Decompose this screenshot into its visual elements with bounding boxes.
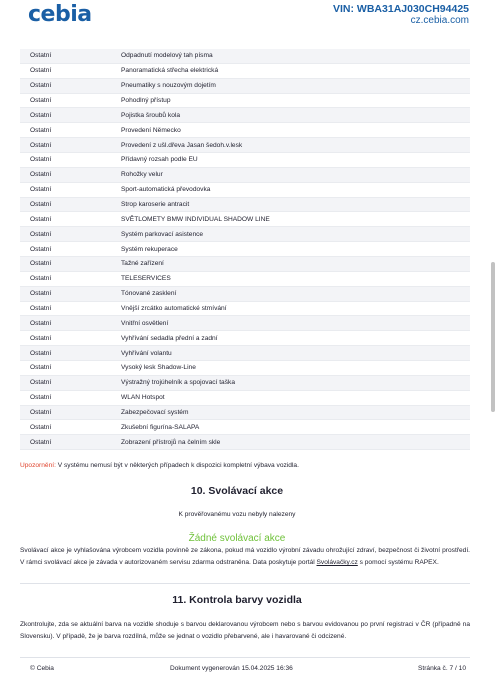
equipment-item: Provedení Německo [121,126,181,134]
equipment-item: Tažné zařízení [121,260,164,268]
equipment-item: Odpadnutí modelový tah písma [121,52,213,60]
section-10-title: 10. Svolávací akce [190,485,284,497]
equipment-category: Ostatní [30,305,52,313]
notice-label: Upozornění: [20,462,56,469]
equipment-item: Systém parkovací asistence [121,230,204,238]
equipment-item: Vyhřívání volantu [121,349,172,357]
equipment-category: Ostatní [30,126,52,134]
equipment-category: Ostatní [30,319,52,327]
table-row [20,376,470,391]
footer-page-number: Stránka č. 7 / 10 [418,665,467,672]
equipment-category: Ostatní [30,111,52,119]
equipment-category: Ostatní [30,97,52,104]
equipment-item: Provedení z ušl.dřeva Jasan šedoh.v.lesk [121,141,243,149]
equipment-category: Ostatní [30,438,52,446]
equipment-item: Zkušební figurína-SALAPA [121,423,200,431]
equipment-category: Ostatní [30,230,52,238]
equipment-item: Pneumatiky s nouzovým dojetím [121,82,216,90]
table-row [20,64,470,79]
table-row [20,183,470,198]
section-11-title: 11. Kontrola barvy vozidla [172,594,302,606]
equipment-item: Vyhřívání sedadla přední a zadní [121,334,218,342]
table-row [20,153,470,168]
no-recalls-heading: Žádné svolávací akce [188,533,286,544]
equipment-item: Pojistka šroubů kola [121,111,181,119]
table-row [20,435,470,450]
table-row [20,391,470,406]
equipment-category: Ostatní [30,186,52,194]
equipment-item: Sport-automatická převodovka [121,186,211,194]
equipment-item: Vysoký lesk Shadow-Line [121,364,196,372]
footer-divider [20,657,470,658]
equipment-category: Ostatní [30,171,52,179]
equipment-item: WLAN Hotspot [121,394,165,402]
equipment-category: Ostatní [30,67,52,75]
equipment-item: Vnější zrcátko automatické stmívání [121,305,227,313]
equipment-item: Rohožky velur [121,171,163,179]
table-row [20,331,470,346]
color-check-paragraph: Zkontrolujte, zda se aktuální barva na vozidle shoduje s barvou deklarovanou výrobcem nebo s barvou evidovanou po první registraci v ČR (případně na Slovensku). V případě, že je barva rozdílná, může se jednat o vozidlo přebarvené, ale i havarované či odcizené. [20,621,470,640]
recalls-not-found-text: K prověřovanému vozu nebyly nalezeny [178,511,296,518]
equipment-notice [20,462,299,469]
table-row [20,227,470,242]
equipment-category: Ostatní [30,423,52,431]
table-row [20,123,470,138]
table-row [20,420,470,435]
table-row [20,346,470,361]
equipment-category: Ostatní [30,349,52,357]
equipment-category: Ostatní [30,201,52,209]
equipment-category: Ostatní [30,394,52,402]
equipment-item: Pohodlný přístup [121,97,171,104]
table-row [20,198,470,213]
equipment-item: Tónované zasklení [121,290,177,298]
svolavacky-link[interactable]: Svolávačky.cz [316,559,358,566]
table-row [20,242,470,257]
equipment-category: Ostatní [30,156,52,164]
equipment-item: Panoramatická střecha elektrická [121,67,219,75]
table-row [20,272,470,287]
recalls-description-tail: s pomocí systému RAPEX. [357,559,439,566]
vin-number: VIN: WBA31AJ030CH94425 [333,3,469,15]
equipment-item: Výstražný trojúhelník a spojovací taška [121,379,235,387]
equipment-category: Ostatní [30,364,52,372]
footer-generated-date: Dokument vygenerován 15.04.2025 16:36 [170,665,293,672]
equipment-category: Ostatní [30,245,52,253]
table-row [20,79,470,94]
scrollbar-thumb[interactable] [491,262,495,412]
table-row [20,108,470,123]
equipment-category: Ostatní [30,334,52,342]
table-row [20,257,470,272]
equipment-category: Ostatní [30,409,52,417]
equipment-category: Ostatní [30,379,52,387]
table-row [20,302,470,317]
equipment-item: Zobrazení přístrojů na čelním skle [121,438,221,446]
recalls-description [20,545,470,569]
equipment-item: Vnitřní osvětlení [121,319,169,327]
page-header [0,0,500,40]
equipment-category: Ostatní [30,290,52,298]
table-row [20,49,470,64]
equipment-item: Systém rekuperace [121,245,178,253]
equipment-item: Zabezpečovací systém [121,409,189,417]
section-divider [20,583,470,584]
cebia-logo[interactable]: cebia [28,2,92,27]
notice-text: V systému nemusí být v některých případech k dispozici kompletní výbava vozidla. [55,462,299,469]
equipment-table [20,49,470,450]
equipment-category: Ostatní [30,275,52,283]
recalls-description-text: Svolávací akce je vyhlašována výrobcem vozidla povinně ze zákona, pokud má vozidlo výrobní závadu ohrožující zdraví, bezpečnost či životní prostředí. V rámci svolávací akce je závada v autorizovaném servisu zdarma odstraněna. Data poskytuje portál [20,547,470,566]
equipment-category: Ostatní [30,215,52,223]
table-row [20,361,470,376]
table-row [20,406,470,421]
table-row [20,287,470,302]
site-link[interactable]: cz.cebia.com [410,15,469,26]
table-row [20,138,470,153]
equipment-item: Přídavný rozsah podle EU [121,156,198,164]
equipment-item: TELESERVICES [121,275,171,283]
equipment-category: Ostatní [30,52,52,60]
equipment-category: Ostatní [30,141,52,149]
table-row [20,94,470,109]
table-row [20,212,470,227]
table-row [20,168,470,183]
equipment-category: Ostatní [30,260,52,268]
equipment-item: Strop karoserie antracit [121,201,190,209]
equipment-item: SVĚTLOMETY BMW INDIVIDUAL SHADOW LINE [121,215,270,223]
equipment-category: Ostatní [30,82,52,90]
footer-copyright: © Cebia [30,665,54,672]
table-row [20,316,470,331]
